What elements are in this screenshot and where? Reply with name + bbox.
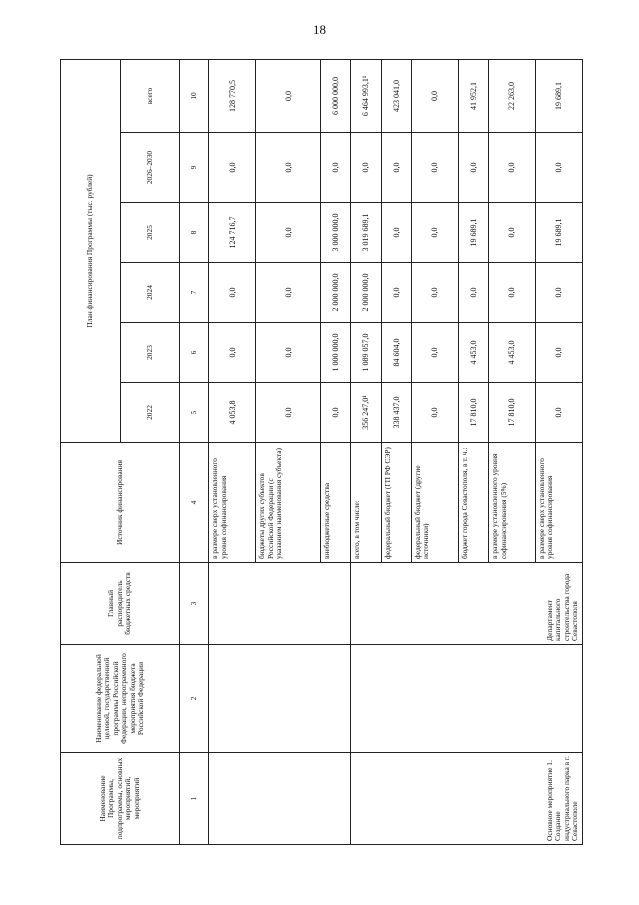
value-cell: 19 689,1 — [535, 203, 582, 263]
header-year: 2024 — [120, 263, 180, 323]
value-cell: 0,0 — [411, 263, 458, 323]
value-cell: 128 770,5 — [209, 59, 256, 132]
header-total: всего — [120, 59, 180, 132]
value-cell: 0,0 — [256, 133, 321, 203]
value-cell: 19 689,1 — [458, 203, 488, 263]
header-year: 2022 — [120, 383, 180, 443]
program-cell-empty — [351, 645, 583, 753]
value-cell: 0,0 — [411, 383, 458, 443]
header-col1: Наименование Программы, подпрограммы, основных мероприятий, мероприятий — [61, 753, 180, 845]
value-cell: 84 604,0 — [381, 323, 411, 383]
value-cell: 0,0 — [321, 383, 351, 443]
value-cell: 17 810,0 — [489, 383, 536, 443]
value-cell: 0,0 — [411, 323, 458, 383]
column-number: 5 — [180, 383, 209, 443]
value-cell: 3 019 689,1 — [351, 203, 381, 263]
value-cell: 0,0 — [209, 263, 256, 323]
source-cell: в размере сверх установленного уровня софинансирования — [535, 443, 582, 563]
value-cell: 0,0 — [321, 133, 351, 203]
value-cell: 338 437,0 — [381, 383, 411, 443]
column-number: 1 — [180, 753, 209, 845]
value-cell: 3 000 000,0 — [321, 203, 351, 263]
value-cell: 1 000 000,0 — [321, 323, 351, 383]
value-cell: 6 000 000,0 — [321, 59, 351, 132]
financing-table-rotated — [60, 60, 583, 845]
value-cell: 0,0 — [458, 133, 488, 203]
value-cell: 0,0 — [256, 59, 321, 132]
value-cell: 0,0 — [489, 133, 536, 203]
source-cell: всего, в том числе: — [351, 443, 381, 563]
program-cell-empty — [209, 645, 351, 753]
source-cell: внебюджетные средства — [321, 443, 351, 563]
value-cell: 124 716,7 — [209, 203, 256, 263]
source-cell: бюджет города Севастополя, в т. ч.: — [458, 443, 488, 563]
value-cell: 6 464 993,1¹ — [351, 59, 381, 132]
value-cell: 0,0 — [209, 323, 256, 383]
column-number: 7 — [180, 263, 209, 323]
value-cell: 0,0 — [411, 203, 458, 263]
activity-name-cell: Основное мероприятие 1. Создание индустриального парка в г. Севастополе — [351, 753, 583, 845]
column-number: 10 — [180, 59, 209, 132]
value-cell: 0,0 — [411, 59, 458, 132]
value-cell: 0,0 — [256, 323, 321, 383]
header-col2: Наименование федеральной целевой, государственной программы Российской Федерации, непрограммного мероприятия бюджета Российской Федерации — [61, 645, 180, 753]
name-cell-empty — [209, 753, 351, 845]
source-cell: бюджеты других субъектов Российской Федерации (с указанием наименования субъекта) — [256, 443, 321, 563]
value-cell: 19 689,1 — [535, 59, 582, 132]
header-year: 2023 — [120, 323, 180, 383]
header-col3: Главный распорядитель бюджетных средств — [61, 563, 180, 645]
column-number: 3 — [180, 563, 209, 645]
page-number: 18 — [313, 22, 326, 37]
table-row — [351, 59, 381, 844]
header-row-1 — [61, 59, 121, 844]
value-cell: 0,0 — [535, 263, 582, 323]
value-cell: 2 000 000,0 — [351, 263, 381, 323]
value-cell: 0,0 — [535, 133, 582, 203]
value-cell: 1 089 057,0 — [351, 323, 381, 383]
column-number-row — [180, 59, 209, 844]
header-plan-group: План финансирования Программы (тыс. рублей) — [61, 59, 121, 442]
value-cell: 0,0 — [256, 263, 321, 323]
value-cell: 0,0 — [489, 263, 536, 323]
value-cell: 0,0 — [489, 203, 536, 263]
column-number: 4 — [180, 443, 209, 563]
column-number: 8 — [180, 203, 209, 263]
distributor-cell-empty — [209, 563, 351, 645]
header-year: 2026–2030 — [120, 133, 180, 203]
value-cell: 0,0 — [381, 263, 411, 323]
value-cell: 41 952,1 — [458, 59, 488, 132]
value-cell: 356 247,0¹ — [351, 383, 381, 443]
value-cell: 0,0 — [535, 383, 582, 443]
financing-plan-table — [60, 59, 583, 845]
value-cell: 22 263,0 — [489, 59, 536, 132]
value-cell: 0,0 — [351, 133, 381, 203]
value-cell: 0,0 — [209, 133, 256, 203]
value-cell: 0,0 — [411, 133, 458, 203]
distributor-cell: Департамент капитального строительства города Севастополя — [351, 563, 583, 645]
value-cell: 4 453,0 — [458, 323, 488, 383]
value-cell: 0,0 — [381, 133, 411, 203]
source-cell: федеральный бюджет (другие источники) — [411, 443, 458, 563]
header-col4: Источник финансирования — [61, 443, 180, 563]
value-cell: 0,0 — [256, 383, 321, 443]
value-cell: 0,0 — [381, 203, 411, 263]
value-cell: 2 000 000,0 — [321, 263, 351, 323]
source-cell: федеральный бюджет (ГП РФ СЭР) — [381, 443, 411, 563]
value-cell: 0,0 — [458, 263, 488, 323]
table-row — [209, 59, 256, 844]
header-year: 2025 — [120, 203, 180, 263]
value-cell: 17 810,0 — [458, 383, 488, 443]
column-number: 9 — [180, 133, 209, 203]
value-cell: 4 453,0 — [489, 323, 536, 383]
value-cell: 0,0 — [256, 203, 321, 263]
value-cell: 0,0 — [535, 323, 582, 383]
source-cell: в размере сверх установленного уровня софинансирования — [209, 443, 256, 563]
value-cell: 423 041,0 — [381, 59, 411, 132]
column-number: 6 — [180, 323, 209, 383]
value-cell: 4 053,8 — [209, 383, 256, 443]
source-cell: в размере установленного уровня софинансирования (5%) — [489, 443, 536, 563]
column-number: 2 — [180, 645, 209, 753]
